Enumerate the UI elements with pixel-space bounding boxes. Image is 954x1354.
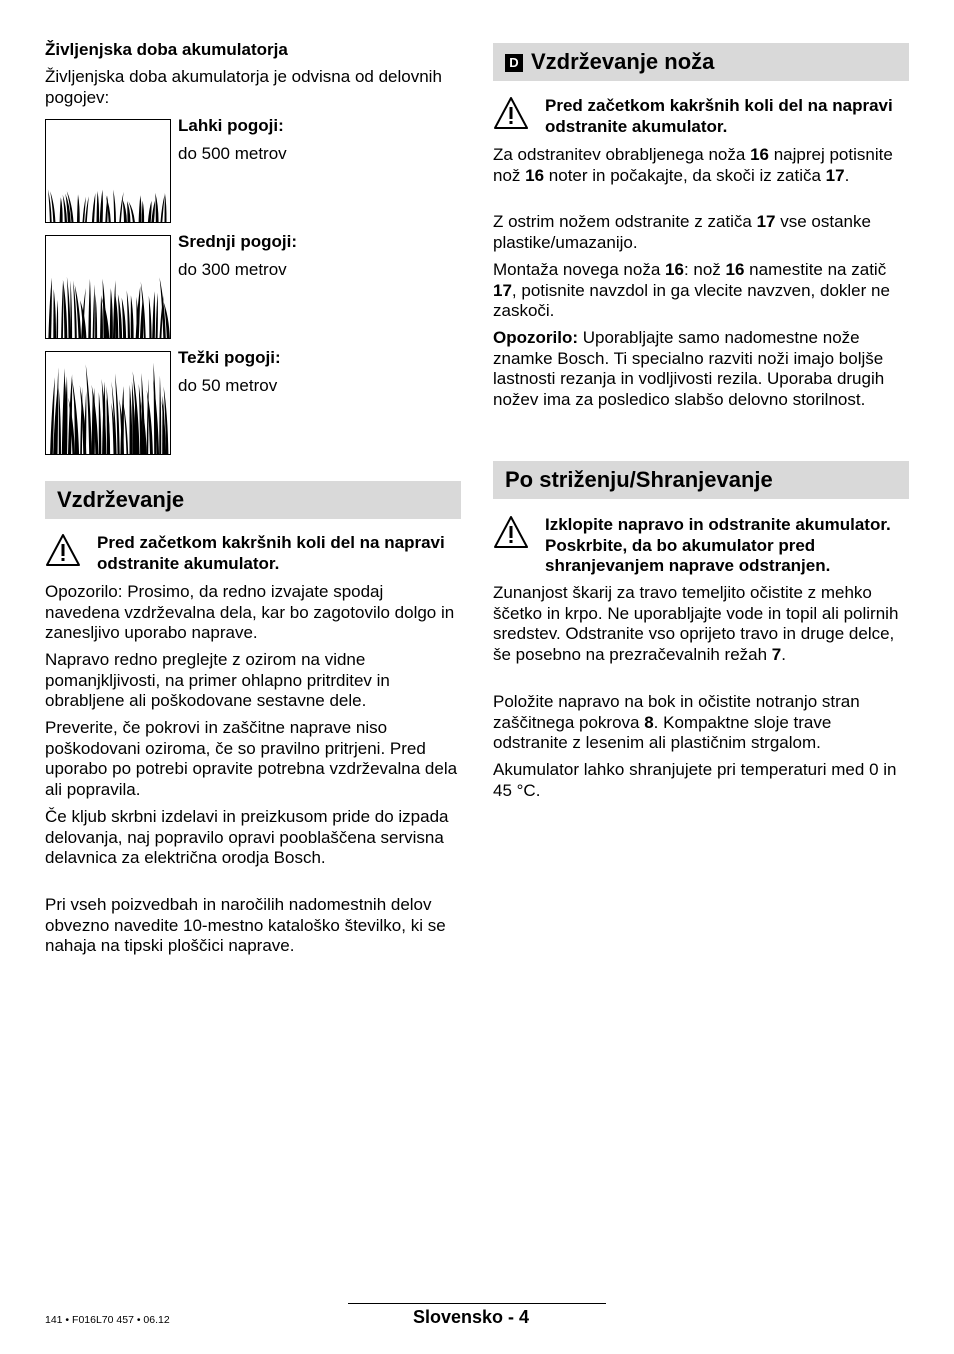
condition-medium	[178, 232, 297, 280]
maintenance-warning	[45, 533, 461, 574]
storage-paragraph-1: Zunanjost škarij za travo temeljito očistite z mehko ščetko in krpo. Ne uporabljajte vode in topil ali polirnih sredstev. Odstranite vso oprijeto travo in druge delce, še posebno na prezračevalnih režah 7.	[493, 583, 899, 664]
medium-conditions-grass-image	[45, 235, 171, 339]
warning-text: Pred začetkom kakršnih koli del na napravi odstranite akumulator.	[97, 533, 445, 573]
maintenance-section-title: Vzdrževanje	[45, 481, 461, 519]
maintenance-paragraph: Preverite, če pokrovi in zaščitne naprave niso poškodovani oziroma, če so pravilno pritrjeni. Pred uporabo po potrebi opravite potrebna vzdrževalna dela ali popravila.	[45, 718, 458, 799]
blade-maintenance-section-title	[493, 43, 909, 81]
condition-value: do 50 metrov	[178, 376, 278, 395]
warning-triangle-icon	[493, 515, 529, 549]
battery-life-heading: Življenjska doba akumulatorja	[45, 40, 288, 59]
storage-paragraph-3: Akumulator lahko shranjujete pri temperaturi med 0 in 45 °C.	[493, 760, 897, 800]
section-title-text: Vzdrževanje noža	[531, 49, 715, 74]
maintenance-paragraph: Če kljub skrbni izdelavi in preizkusom pride do izpada delovanja, naj popravilo opravi pooblaščena servisna delavnica za električna orodja Bosch.	[45, 807, 449, 868]
condition-label: Težki pogoji:	[178, 348, 281, 367]
condition-light	[178, 116, 287, 164]
warning-text: Izklopite napravo in odstranite akumulator. Poskrbite, da bo akumulator pred shranjevanjem naprave odstranjen.	[545, 515, 891, 576]
condition-label: Srednji pogoji:	[178, 232, 297, 251]
storage-section-title: Po striženju/Shranjevanje	[493, 461, 909, 499]
battery-life-intro: Življenjska doba akumulatorja je odvisna od delovnih pogojev:	[45, 67, 442, 107]
storage-warning	[493, 515, 909, 577]
condition-value: do 300 metrov	[178, 260, 287, 279]
maintenance-paragraph: Napravo redno preglejte z ozirom na vidne pomanjkljivosti, na primer ohlapno pritrditev in obrabljene ali poškodovane sestavne dele.	[45, 650, 390, 711]
condition-value: do 500 metrov	[178, 144, 287, 163]
blade-paragraph-4: Opozorilo: Uporabljajte samo nadomestne nože znamke Bosch. Ti specialno razviti noži imajo boljše lastnosti rezanja in vodljivosti rezila. Uporaba drugih nožev ima za posledico slabšo delovno storilnost.	[493, 328, 885, 409]
maintenance-paragraph: Pri vseh poizvedbah in naročilih nadomestnih delov obvezno navedite 10-mestno kataloško številko, ki se nahaja na tipski ploščici naprave.	[45, 895, 446, 956]
condition-heavy	[178, 348, 281, 396]
blade-paragraph-1: Za odstranitev obrabljenega noža 16 najprej potisnite nož 16 noter in počakajte, da skoči iz zatiča 17.	[493, 145, 893, 185]
light-conditions-grass-image	[45, 119, 171, 223]
maintenance-paragraph: Opozorilo: Prosimo, da redno izvajate spodaj navedena vzdrževalna dela, kar bo zagotovilo dolgo in zanesljivo uporabo naprave.	[45, 582, 455, 643]
footer-document-code: 141 • F016L70 457 • 06.12	[45, 1314, 170, 1326]
storage-paragraph-2: Položite napravo na bok in očistite notranjo stran zaščitnega pokrova 8. Kompaktne sloje trave odstranite z lesenim ali plastičnim strgalom.	[493, 692, 860, 753]
footer-page-label: Slovensko - 4	[413, 1307, 530, 1327]
condition-label: Lahki pogoji:	[178, 116, 284, 135]
blade-paragraph-3: Montaža novega noža 16: nož 16 namestite na zatič 17, potisnite navzdol in ga vlecite navzven, dokler ne zaskoči.	[493, 260, 890, 321]
section-d-badge: D	[505, 54, 523, 72]
blade-warning	[493, 96, 909, 137]
footer-divider	[348, 1303, 606, 1304]
heavy-conditions-grass-image	[45, 351, 171, 455]
warning-triangle-icon	[493, 96, 529, 130]
warning-triangle-icon	[45, 533, 81, 567]
blade-paragraph-2: Z ostrim nožem odstranite z zatiča 17 vse ostanke plastike/umazanijo.	[493, 212, 871, 252]
warning-text: Pred začetkom kakršnih koli del na napravi odstranite akumulator.	[545, 96, 893, 136]
